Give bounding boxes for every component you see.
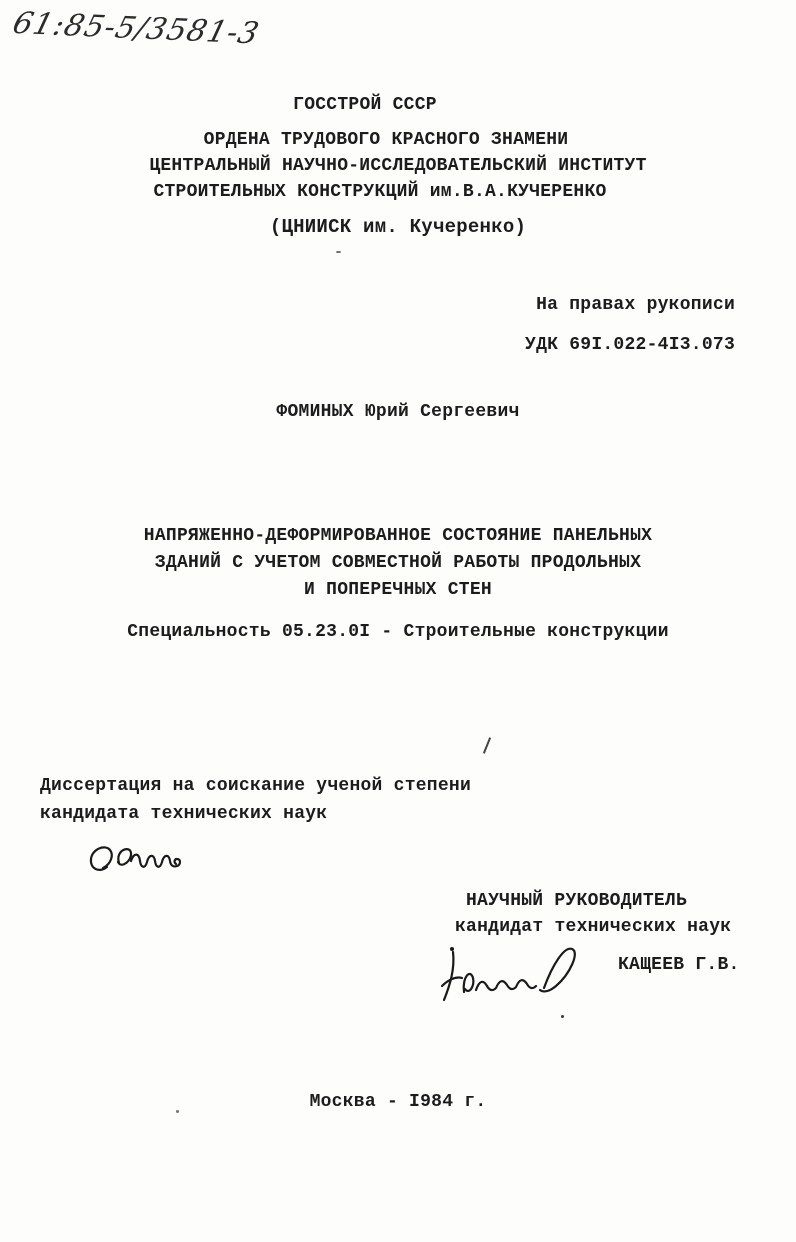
- supervisor-heading: НАУЧНЫЙ РУКОВОДИТЕЛЬ: [466, 891, 688, 911]
- specialty-line: Специальность 05.23.0I - Строительные конструкции: [127, 622, 669, 642]
- supervisor-signature: [440, 942, 602, 1013]
- institute-abbreviation: (ЦНИИСК им. Кучеренко): [269, 216, 527, 238]
- dissertation-title: [0, 523, 796, 604]
- institute-name-line-1: ОРДЕНА ТРУДОВОГО КРАСНОГО ЗНАМЕНИ: [203, 130, 569, 150]
- thesis-note-line-1: Диссертация на соискание ученой степени: [40, 776, 472, 796]
- manuscript-rights-note: На правах рукописи: [536, 295, 735, 315]
- institute-name-line-2: ЦЕНТРАЛЬНЫЙ НАУЧНО-ИССЛЕДОВАТЕЛЬСКИЙ ИНСТИТУТ: [149, 156, 647, 176]
- scan-speck: [336, 251, 341, 253]
- udc-number: УДК 69I.022-4I3.073: [525, 335, 735, 355]
- city-year-line: Москва - I984 г.: [309, 1092, 487, 1112]
- title-line-2: ЗДАНИЙ С УЧЕТОМ СОВМЕСТНОЙ РАБОТЫ ПРОДОЛЬНЫХ: [154, 553, 642, 573]
- title-line-3: И ПОПЕРЕЧНЫХ СТЕН: [304, 580, 492, 600]
- supervisor-degree: кандидат технических наук: [455, 917, 732, 937]
- author-signature: [85, 841, 207, 882]
- thesis-note-line-2: кандидата технических наук: [40, 804, 328, 824]
- handwritten-accession-number: 61:85-5/3581-3: [9, 6, 264, 52]
- scan-speck: [176, 1110, 179, 1113]
- author-signature-strokes: [85, 841, 207, 877]
- stray-slash-mark: [483, 737, 491, 754]
- ministry-name: ГОССТРОЙ СССР: [293, 95, 437, 115]
- title-line-1: НАПРЯЖЕННО-ДЕФОРМИРОВАННОЕ СОСТОЯНИЕ ПАНЕЛЬНЫХ: [143, 526, 653, 546]
- scan-speck: [561, 1015, 564, 1018]
- supervisor-name: КАЩЕЕВ Г.В.: [618, 955, 740, 975]
- author-name: ФОМИНЫХ Юрий Сергеевич: [276, 402, 520, 422]
- institute-name-line-3: СТРОИТЕЛЬНЫХ КОНСТРУКЦИЙ им.В.А.КУЧЕРЕНКО: [153, 182, 607, 202]
- supervisor-signature-strokes: [440, 942, 602, 1008]
